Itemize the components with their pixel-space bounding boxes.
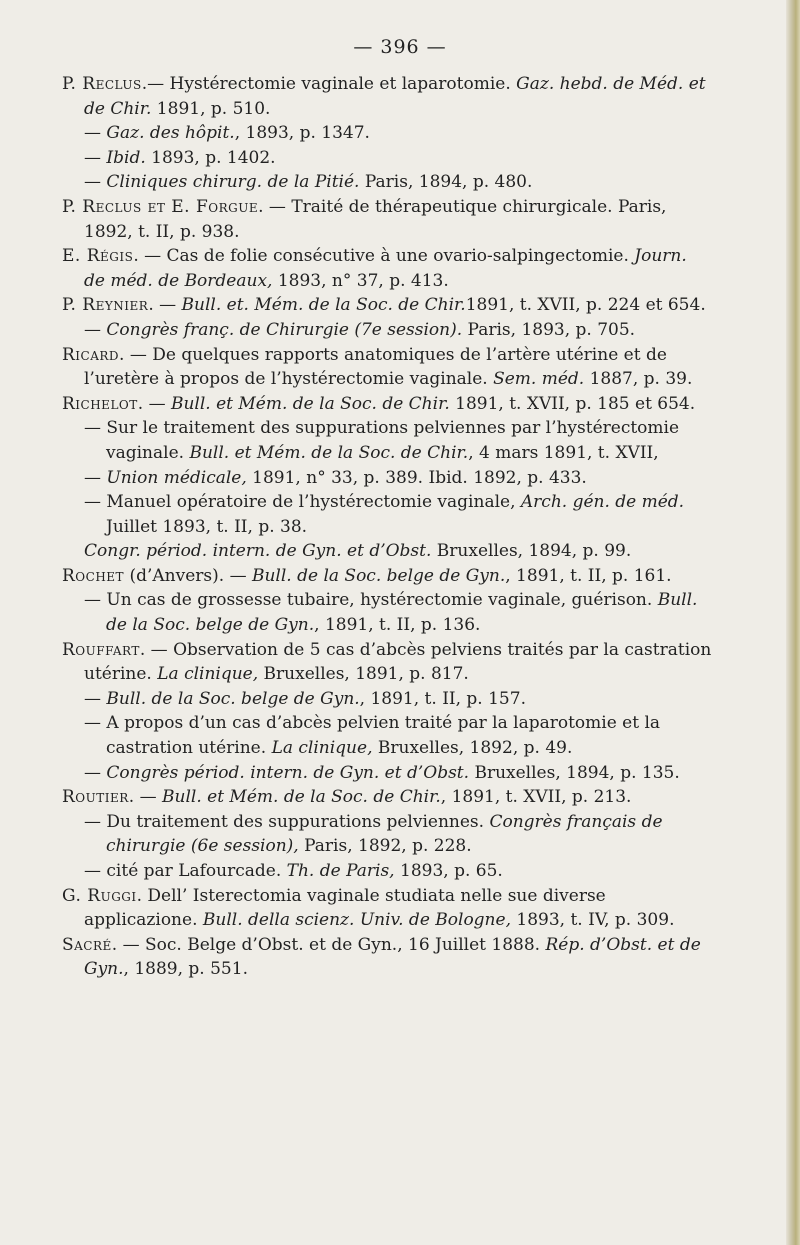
bib-journal: Congrès franç. de Chirurgie (7e session). [106,319,463,340]
bib-journal: Rép. d’Obst. et de Gyn. [84,934,701,980]
bib-text: . — [148,295,182,316]
bib-journal: Journ. de méd. de Bordeaux, [84,246,687,291]
bib-journal: Ibid. [106,147,146,168]
bib-text: . — [137,393,171,414]
bib-entry [62,539,712,564]
page-number: — 396 — [353,36,447,58]
bib-entry [62,859,712,884]
bib-text: . — Cas de folie consécutive à une ovario-salpingectomie. [133,246,635,267]
bib-entry [62,490,712,539]
page-edge [786,0,800,1245]
bib-text: , 4 mars 1891, t. XVII, [468,442,659,463]
bib-text: 1887, p. 39. [584,369,693,390]
bib-entry [62,638,712,687]
bibliography [62,72,712,982]
bib-text: — Un cas de grossesse tubaire, hystérectomie vaginale, guérison. [84,590,658,611]
bib-author: Rochet [62,565,125,586]
bib-text: — [84,319,107,340]
bib-text: — [84,688,107,709]
bib-text: — [84,467,107,488]
bib-entry [62,392,712,417]
bib-text: 1891, p. 510. [151,98,271,119]
bib-text: Juillet 1893, t. II, p. 38. [106,516,308,537]
bib-author: Rouffart [62,639,140,660]
bib-entry [62,810,712,859]
bib-journal: Bull. de la Soc. belge de Gyn. [251,565,506,586]
bib-text: 1891, n° 33, p. 389. Ibid. 1892, p. 433. [246,467,587,488]
bib-text: 1893, p. 65. [394,861,503,881]
bib-journal: Sem. méd. [493,369,585,390]
bib-journal: Congrès français de chirurgie (6e session), [106,811,663,857]
bib-text: 1891, t. XVII, p. 185 et 654. [449,393,696,414]
bib-text: Bruxelles, 1892, p. 49. [372,738,573,759]
bib-text: — Sur le traitement des suppurations pelviennes par l’hystérectomie vaginale. [84,418,680,463]
bib-text: .— Hystérectomie vaginale et laparotomie. [141,74,517,94]
bib-author: E. Régis [62,246,134,267]
bib-journal: Bull. et. Mém. de la Soc. de Chir. [181,295,466,316]
bib-text: Paris, 1894, p. 480. [359,172,533,193]
bib-entry [62,121,712,146]
bib-journal: Bull. de la Soc. belge de Gyn. [106,688,360,709]
bib-journal: Th. de Paris, [286,861,395,881]
bib-entry [62,687,712,712]
bib-text: (d’Anvers). — [124,565,252,586]
bib-entry [62,170,712,195]
bib-text: . — Observation de 5 cas d’abcès pelviens traités par la castration utérine. [84,639,712,685]
bib-entry [62,318,712,343]
bib-journal: Arch. gén. de méd. [520,492,685,513]
bib-text: , 1891, t. XVII, p. 213. [440,787,632,808]
bib-text: Paris, 1892, p. 228. [298,836,472,857]
bib-text: — [84,762,107,783]
bib-entry [62,466,712,491]
bib-entry [62,785,712,810]
bib-text: Bruxelles, 1894, p. 135. [469,762,680,783]
bib-text: — Du traitement des suppurations pelviennes. [84,811,490,832]
bib-entry [62,343,712,392]
bib-journal: Gaz. des hôpit. [106,123,235,144]
bib-entry [62,195,712,244]
bib-text: 1893, p. 1402. [145,147,276,168]
bib-text: — [84,172,107,193]
bib-entry [62,244,712,293]
bib-journal: Union médicale, [106,467,247,488]
bib-text: . Dell’ Isterectomia vaginale studiata nelle sue diverse applicazione. [84,885,606,931]
bib-text: . — Traité de thérapeutique chirurgicale. Paris, 1892, t. II, p. 938. [84,196,667,242]
bib-journal: Cliniques chirurg. de la Pitié. [106,172,360,193]
bib-journal: Bull. et Mém. de la Soc. de Chir. [189,442,469,463]
bib-journal: Bull. della scienz. Univ. de Bologne, [202,910,511,931]
bib-text: — [84,123,107,144]
bib-author: Sacré [62,934,112,955]
bib-text: 1893, t. IV, p. 309. [510,910,675,931]
bib-text: , 1893, p. 1347. [234,123,370,144]
bib-author: Ricard [62,344,120,365]
bib-journal: Congr. périod. intern. de Gyn. et d’Obst. [84,541,432,562]
bib-journal: Bull. et Mém. de la Soc. de Chir. [162,787,441,808]
bib-text: Bruxelles, 1894, p. 99. [431,541,632,562]
bib-journal: Bull. de la Soc. belge de Gyn. [106,590,698,636]
bib-text: — [84,147,107,168]
bib-entry [62,146,712,171]
bib-text: , 1889, p. 551. [123,959,248,980]
bib-text: . — De quelques rapports anatomiques de l’artère utérine et de l’uretère à propos de l’hystérectomie vaginale. [84,344,667,390]
bib-entry [62,416,712,465]
bib-entry [62,933,712,982]
bib-entry [62,293,712,318]
bib-text: . — [128,787,163,808]
bib-text: 1893, n° 37, p. 413. [272,270,449,291]
bib-author: G. Ruggi [62,885,137,906]
bib-text: — cité par Lafourcade. [84,861,287,881]
bib-journal: Bull. et Mém. de la Soc. de Chir. [170,393,450,414]
bib-text: . — Soc. Belge d’Obst. et de Gyn., 16 Juillet 1888. [111,934,546,955]
bib-text: , 1891, t. II, p. 157. [359,688,526,709]
bib-entry [62,564,712,589]
bib-author: P. Reclus [62,74,142,94]
bib-text: Bruxelles, 1891, p. 817. [258,664,469,685]
bib-journal: Gaz. hebd. de Méd. et de Chir. [84,74,706,119]
bib-author: Richelot [62,393,138,414]
bib-entry [62,72,712,121]
bib-journal: La clinique, [157,664,259,685]
bib-text: — A propos d’un cas d’abcès pelvien traité par la laparotomie et la castration utérine. [84,713,661,759]
bib-entry [62,588,712,637]
bib-author: P. Reclus et E. Forgue [62,196,259,217]
bib-text: , 1891, t. II, p. 136. [314,615,481,636]
bib-author: P. Reynier [62,295,149,316]
bib-entry [62,711,712,760]
bib-entry [62,761,712,786]
bib-text: Paris, 1893, p. 705. [462,319,636,340]
bib-entry [62,884,712,933]
bib-journal: La clinique, [271,738,373,759]
bib-text: — Manuel opératoire de l’hystérectomie vaginale, [84,492,521,513]
bib-journal: Congrès périod. intern. de Gyn. et d’Obst. [106,762,470,783]
bib-text: 1891, t. XVII, p. 224 et 654. [465,295,706,316]
bib-text: , 1891, t. II, p. 161. [505,565,672,586]
bib-author: Routier [62,787,129,808]
